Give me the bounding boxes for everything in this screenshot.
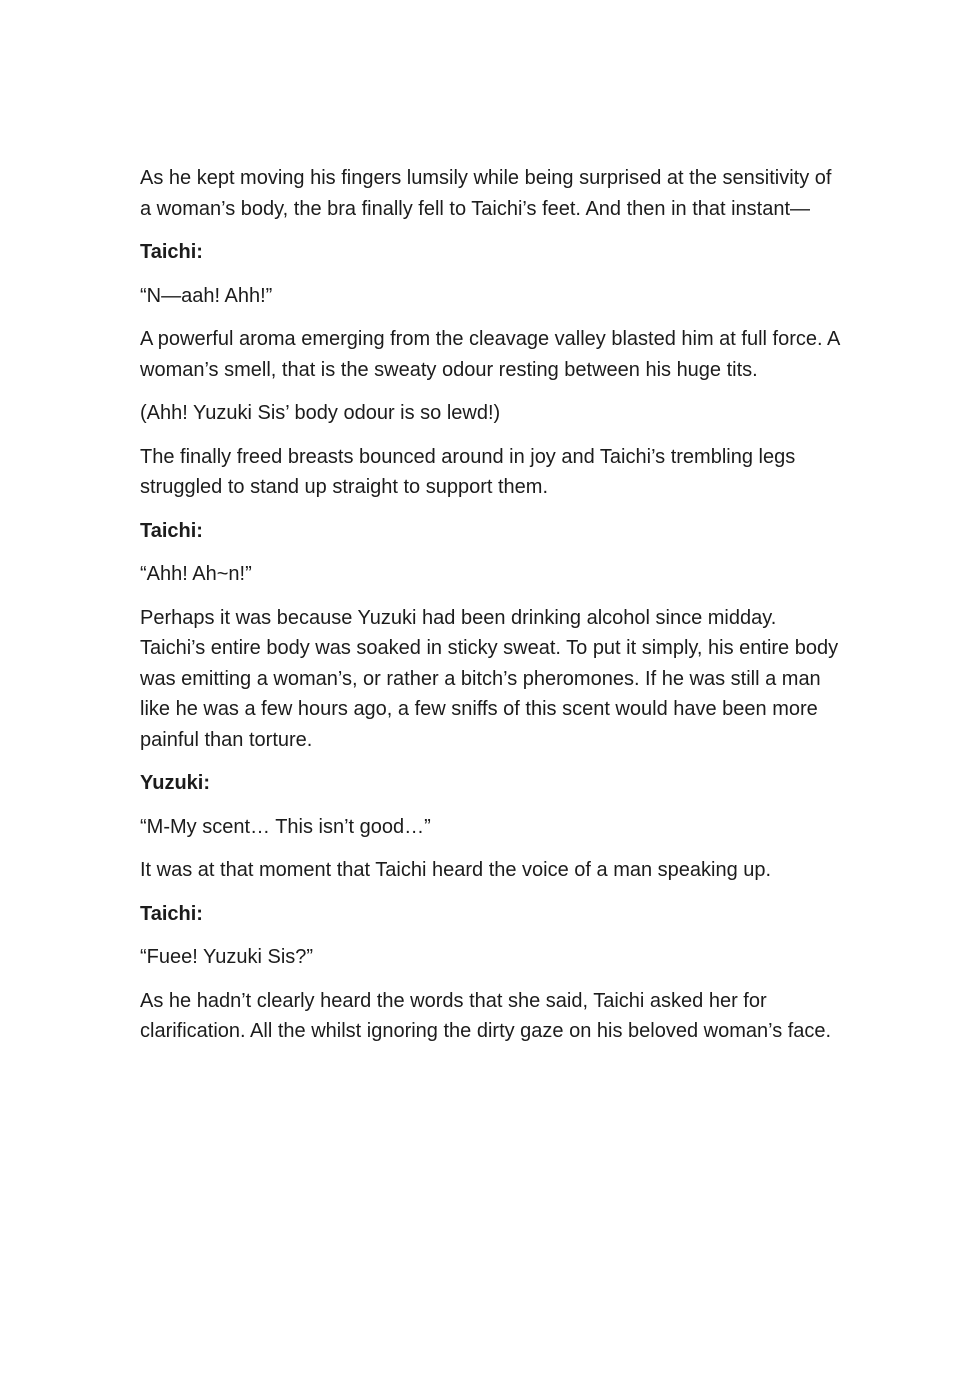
speaker-label: Taichi:	[140, 902, 203, 925]
speaker-label: Taichi:	[140, 241, 203, 263]
narration-paragraph: As he kept moving his fingers lumsily while being surprised at the sensitivity of a woman’s body, the bra finally fell to Taichi’s feet. And then in that instant—	[140, 167, 832, 220]
dialogue-line: “M-My scent… This isn’t good…”	[140, 815, 431, 838]
narration-paragraph: As he hadn’t clearly heard the words that she said, Taichi asked her for clarification. All the whilst ignoring the dirty gaze on his beloved woman’s face.	[140, 989, 832, 1042]
speaker-label: Taichi:	[140, 519, 203, 542]
narration-paragraph: Perhaps it was because Yuzuki had been drinking alcohol since midday. Taichi’s entire body was soaked in sticky sweat. To put it simply, his entire body was emitting a woman’s, or rather a bitch’s pheromones. If he was still a man like he was a few hours ago, a few sniffs of this scent would have been more painful than torture.	[140, 606, 839, 751]
dialogue-line: “Fuee! Yuzuki Sis?”	[140, 946, 314, 968]
document-page	[140, 163, 845, 1060]
narration-paragraph: A powerful aroma emerging from the cleavage valley blasted him at full force. A woman’s smell, that is the sweaty odour resting between his huge tits.	[140, 328, 840, 381]
dialogue-line: “N—aah! Ahh!”	[140, 284, 273, 307]
narration-paragraph: It was at that moment that Taichi heard the voice of a man speaking up.	[140, 859, 772, 881]
narration-paragraph: The finally freed breasts bounced around in joy and Taichi’s trembling legs struggled to stand up straight to support them.	[140, 445, 796, 498]
dialogue-line: “Ahh! Ah~n!”	[140, 563, 252, 585]
inner-thought-line: (Ahh! Yuzuki Sis’ body odour is so lewd!)	[140, 402, 501, 424]
speaker-label: Yuzuki:	[140, 772, 211, 794]
